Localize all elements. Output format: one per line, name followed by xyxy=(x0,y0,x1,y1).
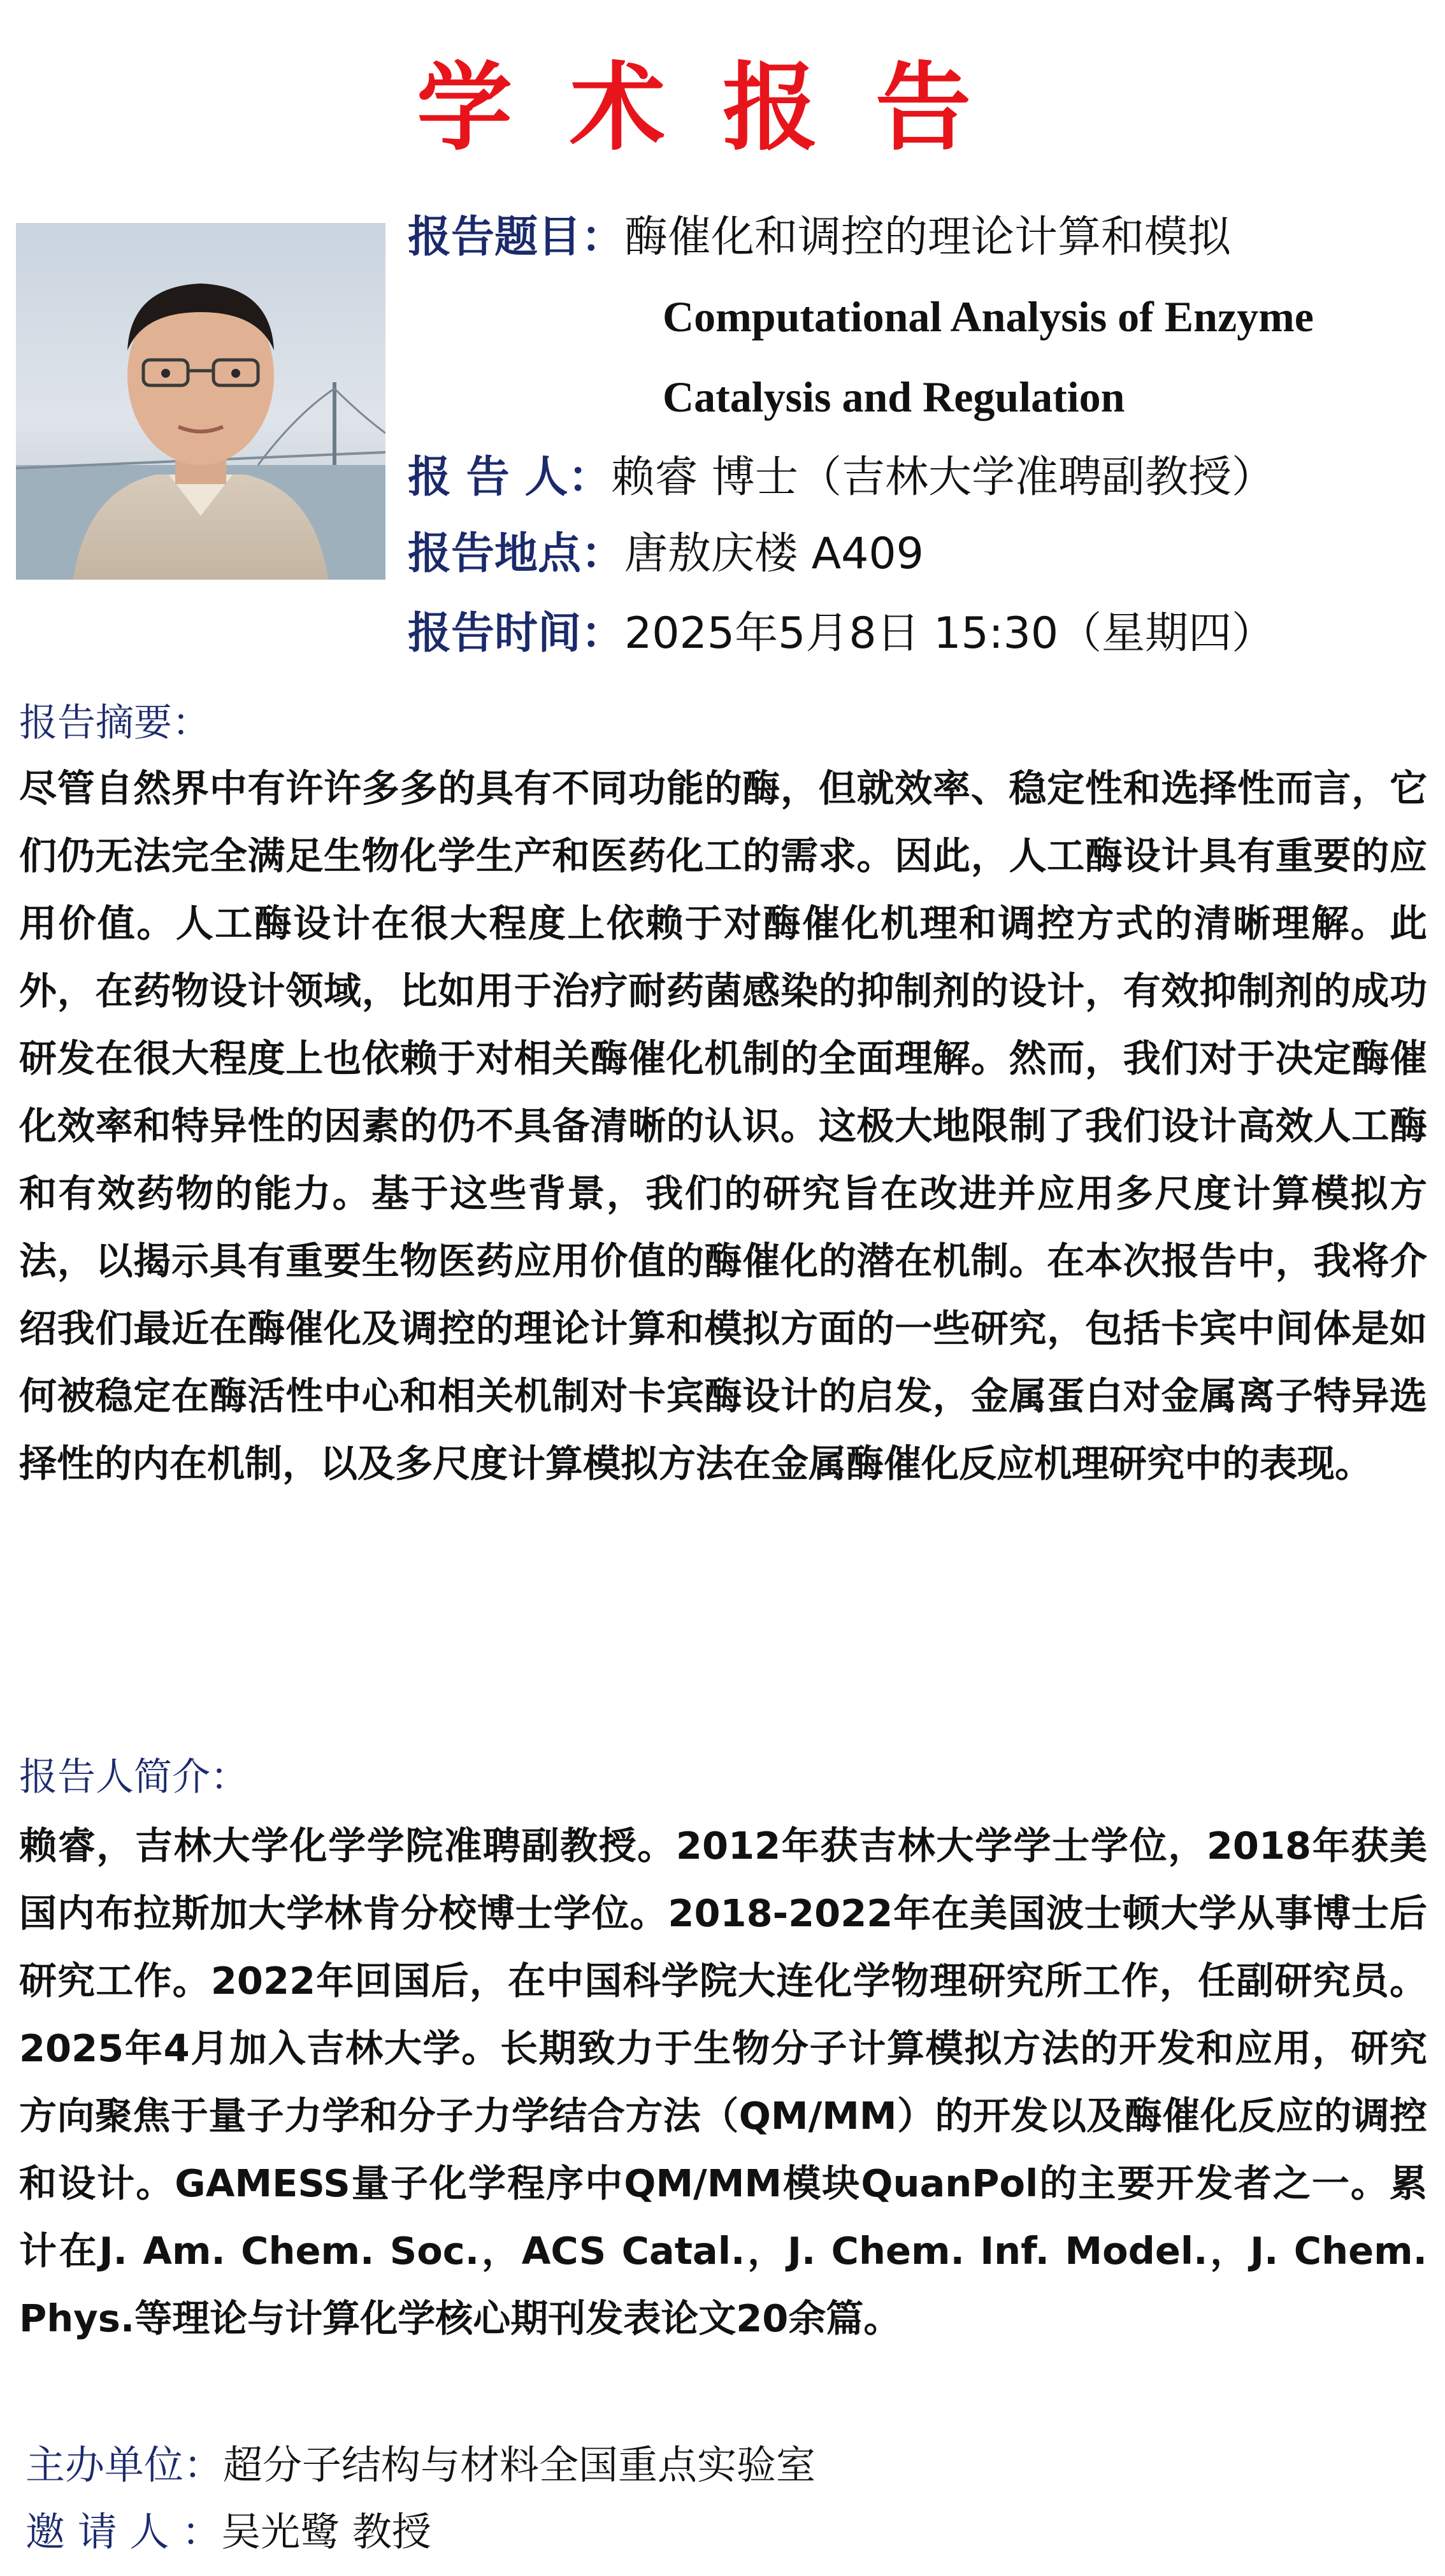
speaker-photo xyxy=(16,223,385,580)
host-value: 超分子结构与材料全国重点实验室 xyxy=(223,2442,816,2488)
speaker-label: 报 告 人： xyxy=(408,452,612,503)
abstract-text: 尽管自然界中有许许多多的具有不同功能的酶，但就效率、稳定性和选择性而言，它们仍无法完全满足生物化学生产和医药化工的需求。因此，人工酶设计具有重要的应用价值。人工酶设计在很大程度上依赖于对酶催化机理和调控方式的清晰理解。此外，在药物设计领域，比如用于治疗耐药菌感染的抑制剂的设计，有效抑制剂的成功研发在很大程度上也依赖于对相关酶催化机制的全面理解。然而，我们对于决定酶催化效率和特异性的因素的仍不具备清晰的认识。这极大地限制了我们设计高效人工酶和有效药物的能力。基于这些背景，我们的研究旨在改进并应用多尺度计算模拟方法，以揭示具有重要生物医药应用价值的酶催化的潜在机制。在本次报告中，我将介绍我们最近在酶催化及调控的理论计算和模拟方面的一些研究，包括卡宾中间体是如何被稳定在酶活性中心和相关机制对卡宾酶设计的启发，金属蛋白对金属离子特异选择性的内在机制，以及多尺度计算模拟方法在金属酶催化反应机理研究中的表现。 xyxy=(19,766,1427,1485)
bio-heading: 报告人简介： xyxy=(19,1755,248,1800)
speaker-value: 赖睿 博士（吉林大学准聘副教授） xyxy=(611,452,1275,503)
host-row xyxy=(25,2433,816,2497)
time-label: 报告时间： xyxy=(408,608,625,659)
inviter-label: 邀 请 人 ： xyxy=(25,2508,222,2555)
inviter-value: 吴光鹭 教授 xyxy=(221,2508,431,2555)
speaker-row xyxy=(408,443,1275,513)
topic-label: 报告题目： xyxy=(408,212,625,262)
time-row xyxy=(408,599,1275,669)
location-value: 唐敖庆楼 A409 xyxy=(624,529,924,579)
topic-cn: 酶催化和调控的理论计算和模拟 xyxy=(624,212,1232,262)
location-row xyxy=(408,519,924,589)
page-title: 学术报告 xyxy=(416,53,1028,164)
bio-text: 赖睿，吉林大学化学学院准聘副教授。2012年获吉林大学学士学位，2018年获美国内布拉斯加大学林肯分校博士学位。2018-2022年在美国波士顿大学从事博士后研究工作。2022年回国后，在中国科学院大连化学物理研究所工作，任副研究员。2025年4月加入吉林大学。长期致力于生物分子计算模拟方法的开发和应用，研究方向聚焦于量子力学和分子力学结合方法（QM/MM）的开发以及酶催化反应的调控和设计。GAMESS量子化学程序中QM/MM模块QuanPol的主要开发者之一。累计在J. Am. Chem. Soc.，ACS Catal.，J. Chem. Inf. Model.，J. Chem. Phys.等理论与计算化学核心期刊发表论文20余篇。 xyxy=(19,1824,1427,2340)
location-label: 报告地点： xyxy=(408,529,625,579)
topic-en-line2: Catalysis and Regulation xyxy=(663,373,1125,421)
portrait-photo-icon xyxy=(16,223,385,580)
topic-row xyxy=(408,203,1231,273)
abstract-heading: 报告摘要： xyxy=(19,701,210,745)
inviter-row xyxy=(25,2500,431,2564)
time-value: 2025年5月8日 15:30（星期四） xyxy=(624,608,1276,659)
topic-en-line1: Computational Analysis of Enzyme xyxy=(663,292,1314,341)
host-label: 主办单位： xyxy=(25,2442,224,2488)
